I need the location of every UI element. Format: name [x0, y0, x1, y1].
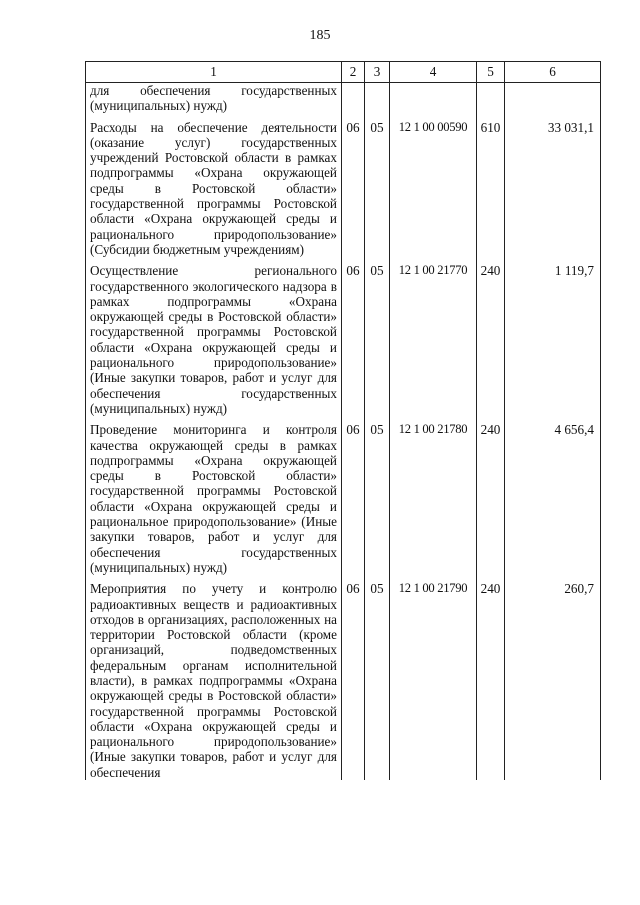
continuation-row	[86, 83, 601, 114]
expense-name: Осуществление регионального государственного экологического надзора в рамках подпрограммы «Охрана окружающей среды в Ростовской области» государственной программы Ростовской области «Охрана окружающей среды и рационального природопользование» (Иные закупки товаров, работ и услуг для обеспечения государственных (муниципальных) нужд)	[86, 257, 342, 416]
table-row	[86, 257, 601, 416]
expense-name: Проведение мониторинга и контроля качества окружающей среды в рамках подпрограммы «Охрана окружающей среды в Ростовской области» государственной программы Ростовской области «Охрана окружающей среды и рациональное природопользование» (Иные закупки товаров, работ и услуг для обеспечения государственных (муниципальных) нужд)	[86, 416, 342, 575]
expense-type-code: 240	[477, 575, 505, 780]
expense-name: Мероприятия по учету и контролю радиоактивных веществ и радиоактивных отходов в организациях, расположенных на территории Ростовской области (кроме организаций, подведомственных федеральным органам исполнительной власти), в рамках подпрограммы «Охрана окружающей среды в Ростовской области» государственной программы Ростовской области «Охрана окружающей среды и рационального природопользование» (Иные закупки товаров, работ и услуг для обеспечения	[86, 575, 342, 780]
amount: 1 119,7	[505, 257, 601, 416]
target-article-code: 12 1 00 21780	[390, 416, 477, 575]
column-header-5: 5	[477, 62, 505, 83]
expense-type-code: 240	[477, 257, 505, 416]
continuation-text: для обеспечения государственных (муниципальных) нужд)	[86, 83, 342, 114]
page-number: 185	[309, 28, 331, 43]
section-code: 06	[342, 114, 365, 258]
expense-type-code: 240	[477, 416, 505, 575]
column-header-1: 1	[86, 62, 342, 83]
amount: 33 031,1	[505, 114, 601, 258]
column-header-6: 6	[505, 62, 601, 83]
subsection-code: 05	[365, 114, 390, 258]
table-header-row	[86, 62, 601, 83]
table-row	[86, 114, 601, 258]
section-code: 06	[342, 257, 365, 416]
target-article-code: 12 1 00 00590	[390, 114, 477, 258]
subsection-code: 05	[365, 575, 390, 780]
budget-table	[85, 61, 601, 780]
target-article-code: 12 1 00 21790	[390, 575, 477, 780]
subsection-code: 05	[365, 416, 390, 575]
table-row	[86, 575, 601, 780]
subsection-code: 05	[365, 257, 390, 416]
section-code: 06	[342, 575, 365, 780]
column-header-3: 3	[365, 62, 390, 83]
expense-type-code: 610	[477, 114, 505, 258]
table-row	[86, 416, 601, 575]
amount: 4 656,4	[505, 416, 601, 575]
section-code: 06	[342, 416, 365, 575]
target-article-code: 12 1 00 21770	[390, 257, 477, 416]
column-header-4: 4	[390, 62, 477, 83]
amount: 260,7	[505, 575, 601, 780]
column-header-2: 2	[342, 62, 365, 83]
expense-name: Расходы на обеспечение деятельности (оказание услуг) государственных учреждений Ростовской области в рамках подпрограммы «Охрана окружающей среды в Ростовской области» государственной программы Ростовской области «Охрана окружающей среды и рационального природопользование» (Субсидии бюджетным учреждениям)	[86, 114, 342, 258]
